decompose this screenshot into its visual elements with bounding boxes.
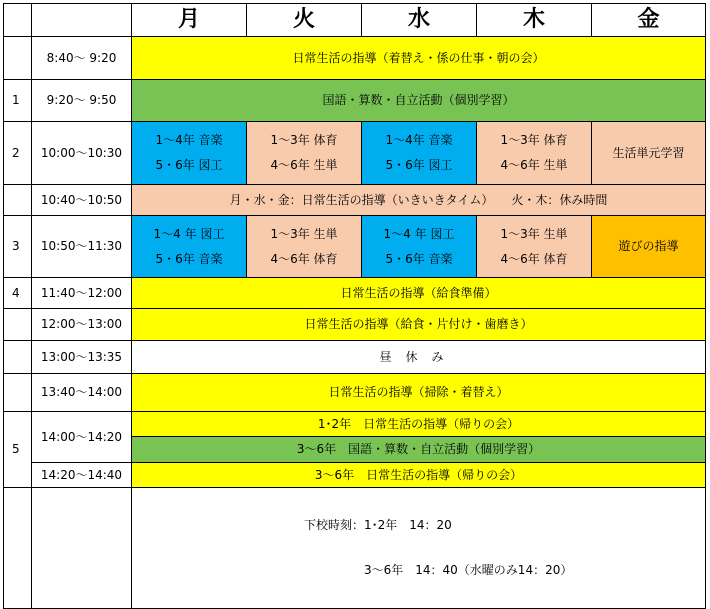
period-number: 4	[4, 278, 32, 309]
period-cell	[4, 185, 32, 216]
class-line: 1～3年 体育	[270, 133, 338, 147]
row-dismissal	[4, 488, 706, 609]
class-line: 5・6年 図工	[385, 158, 453, 172]
row-homeroom	[4, 463, 706, 488]
class-line: 1～3年 体育	[500, 133, 568, 147]
cell-p2-fri: 生活単元学習	[592, 122, 706, 185]
activity-period-5-lower: 1･2年 日常生活の指導（帰りの会）	[132, 412, 706, 437]
period-number: 5	[4, 412, 32, 488]
class-line: 5・6年 図工	[155, 158, 223, 172]
period-number: 2	[4, 122, 32, 185]
day-header-thu: 木	[477, 4, 592, 37]
row-period-3	[4, 216, 706, 278]
time-cell: 8:40～ 9:20	[32, 37, 132, 80]
day-header-wed: 水	[362, 4, 477, 37]
time-cell: 13:00～13:35	[32, 341, 132, 374]
activity-lunch-break	[132, 341, 706, 374]
header-row	[4, 4, 706, 37]
period-cell	[4, 374, 32, 412]
activity-period-1: 国語・算数・自立活動（個別学習）	[132, 80, 706, 122]
day-header-fri: 金	[592, 4, 706, 37]
time-cell: 10:40～10:50	[32, 185, 132, 216]
period-cell	[4, 37, 32, 80]
activity-cleaning: 日常生活の指導（掃除・着替え）	[132, 374, 706, 412]
row-morning	[4, 37, 706, 80]
cell-p3-thu	[477, 216, 592, 278]
row-period-4	[4, 278, 706, 309]
cell-p3-mon	[132, 216, 247, 278]
cell-p2-tue	[247, 122, 362, 185]
class-line: 4～6年 体育	[500, 251, 568, 266]
time-cell: 10:00～10:30	[32, 122, 132, 185]
class-line: 5・6年 音楽	[155, 251, 223, 266]
class-line: 5・6年 音楽	[385, 251, 453, 266]
activity-morning: 日常生活の指導（着替え・係の仕事・朝の会）	[132, 37, 706, 80]
cell-p3-tue	[247, 216, 362, 278]
activity-break: 月・水・金：日常生活の指導（いきいきタイム） 火・木：休み時間	[132, 185, 706, 216]
time-cell: 10:50～11:30	[32, 216, 132, 278]
day-header-tue: 火	[247, 4, 362, 37]
class-line: 4～6年 体育	[270, 251, 338, 266]
period-number: 3	[4, 216, 32, 278]
cell-p2-wed	[362, 122, 477, 185]
row-cleaning	[4, 374, 706, 412]
class-line: 1～4年 音楽	[385, 133, 453, 147]
period-cell	[4, 341, 32, 374]
activity-lunch: 日常生活の指導（給食・片付け・歯磨き）	[132, 309, 706, 341]
day-header-mon: 月	[132, 4, 247, 37]
period-cell	[4, 488, 32, 609]
class-line: 1～3年 生単	[500, 226, 568, 241]
activity-period-4: 日常生活の指導（給食準備）	[132, 278, 706, 309]
activity-homeroom: 3～6年 日常生活の指導（帰りの会）	[132, 463, 706, 488]
time-cell: 9:20～ 9:50	[32, 80, 132, 122]
cell-p2-thu	[477, 122, 592, 185]
class-line: 1～3年 生単	[270, 226, 338, 241]
time-header-cell	[32, 4, 132, 37]
time-cell: 12:00～13:00	[32, 309, 132, 341]
dismissal-times	[132, 488, 706, 609]
class-line: 1～4 年 図工	[153, 226, 225, 241]
class-line: 1～4年 音楽	[155, 133, 223, 147]
corner-cell	[4, 4, 32, 37]
row-lunch	[4, 309, 706, 341]
class-line: 1～4 年 図工	[383, 226, 455, 241]
time-cell: 14:00～14:20	[32, 412, 132, 463]
class-line: 4～6年 生単	[270, 158, 338, 172]
cell-p2-mon	[132, 122, 247, 185]
row-period-2	[4, 122, 706, 185]
timetable	[3, 3, 706, 609]
dismissal-line-1: 下校時刻：1･2年 14：20	[304, 518, 452, 532]
row-period-1	[4, 80, 706, 122]
activity-period-5-upper: 3～6年 国語・算数・自立活動（個別学習）	[132, 437, 706, 463]
time-cell: 11:40～12:00	[32, 278, 132, 309]
lunch-break-label: 昼休み	[379, 349, 458, 364]
class-line: 4～6年 生単	[500, 158, 568, 172]
time-cell: 13:40～14:00	[32, 374, 132, 412]
dismissal-line-2: 3～6年 14：40（水曜のみ14：20）	[364, 563, 573, 577]
cell-p3-wed	[362, 216, 477, 278]
row-break	[4, 185, 706, 216]
time-cell	[32, 488, 132, 609]
row-period-5a	[4, 412, 706, 437]
time-cell: 14:20～14:40	[32, 463, 132, 488]
cell-p3-fri: 遊びの指導	[592, 216, 706, 278]
period-cell	[4, 309, 32, 341]
row-lunch-break	[4, 341, 706, 374]
period-number: 1	[4, 80, 32, 122]
